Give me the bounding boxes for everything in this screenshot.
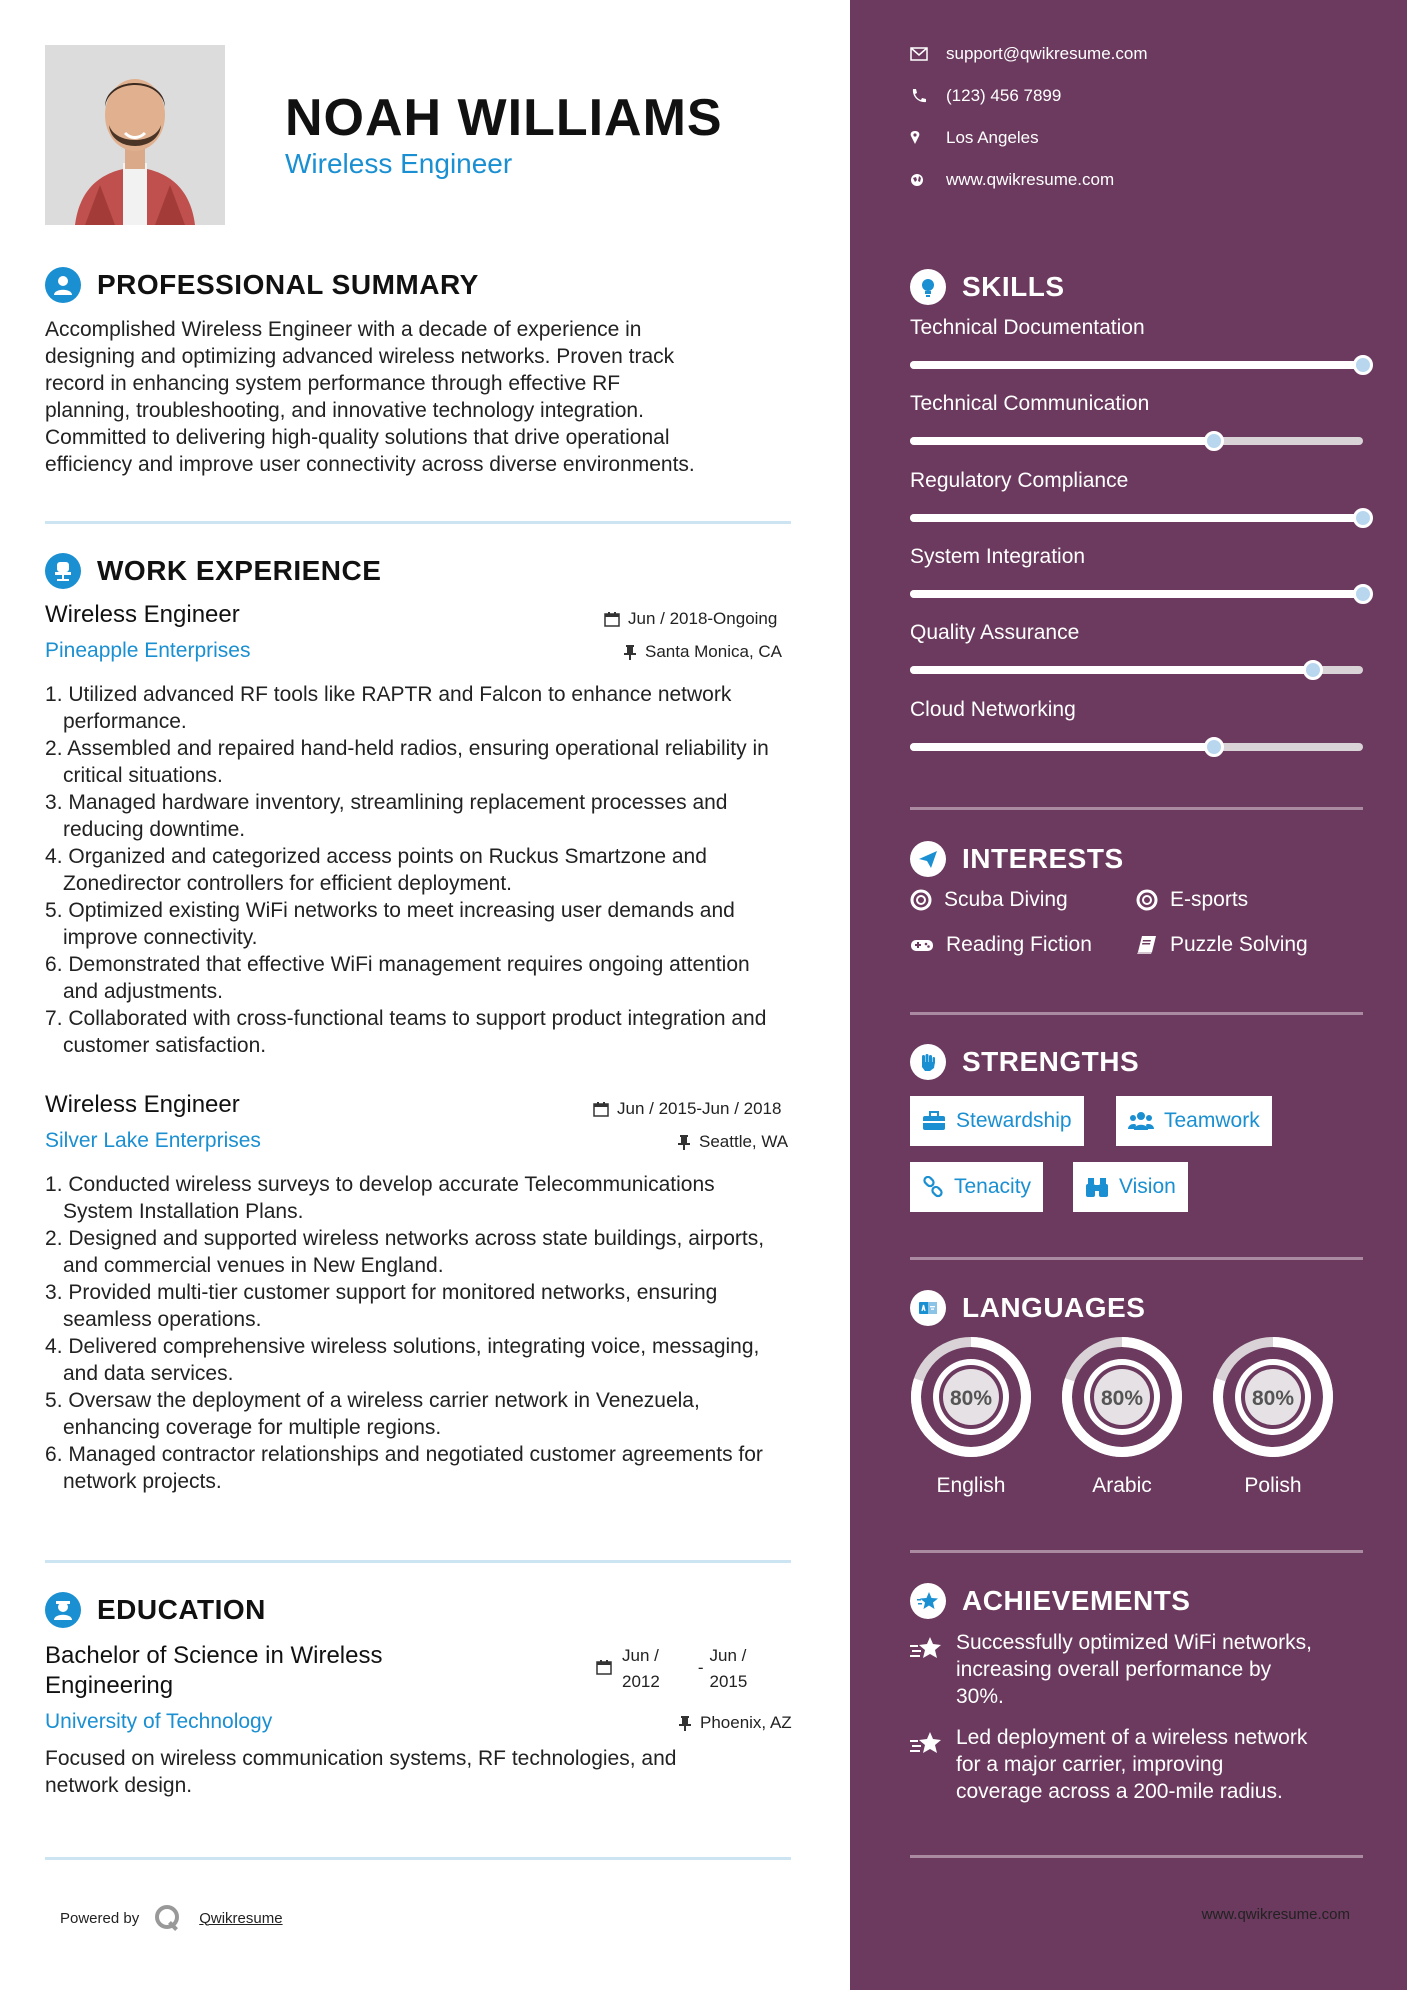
candidate-title: Wireless Engineer [285, 148, 513, 179]
languages-heading: LANGUAGES [910, 1290, 1145, 1326]
divider [910, 807, 1363, 810]
summary-text: Accomplished Wireless Engineer with a decade of experience in designing and optimizing advanced wireless networks. Proven track record in enhancing system performance through effective RF planning, troubleshooting, and innovative technology integration. Committed to delivering high-quality solutions that drive operational efficiency and improve user connectivity across diverse environments. [45, 318, 695, 476]
skill-bar-fill [910, 590, 1363, 598]
paper-plane-icon [910, 841, 946, 877]
list-item: Provided multi-tier customer support for monitored networks, ensuring seamless operations. [63, 1281, 718, 1331]
summary-heading: PROFESSIONAL SUMMARY [45, 267, 479, 303]
job-company: Pineapple Enterprises [45, 639, 251, 662]
gamepad-icon [910, 937, 934, 953]
language-gauge [1212, 1336, 1334, 1458]
strength-tag: Stewardship [910, 1096, 1084, 1146]
strength-tag: Tenacity [910, 1162, 1043, 1212]
skill-name: System Integration [910, 545, 1086, 568]
skill-bar-fill [910, 437, 1214, 445]
education-description: Focused on wireless communication systems, RF technologies, and network design. [45, 1747, 677, 1797]
envelope-icon [910, 47, 928, 61]
skill-bar-handle [1353, 584, 1373, 604]
powered-by: Powered by Qwikresume [60, 1903, 283, 1933]
language-item [1212, 1336, 1334, 1498]
divider [45, 1857, 791, 1860]
skill-name: Technical Communication [910, 392, 1150, 415]
school-name: University of Technology [45, 1710, 273, 1733]
skill-name: Technical Documentation [910, 316, 1145, 339]
job-date: Jun / 2015-Jun / 2018 [593, 1099, 781, 1119]
skill-bar [910, 514, 1363, 522]
map-marker-icon [910, 130, 928, 146]
job-title: Wireless Engineer [45, 1091, 240, 1118]
divider [910, 1012, 1363, 1015]
skill-bar [910, 590, 1363, 598]
divider [45, 521, 791, 524]
skill-bar [910, 666, 1363, 674]
list-item: Assembled and repaired hand-held radios, ensuring operational reliability in critical situations. [63, 737, 769, 787]
briefcase-chair-icon [45, 553, 81, 589]
interest-item: E-sports [1136, 888, 1248, 912]
list-item: Organized and categorized access points on Ruckus Smartzone and Zonedirector controllers for efficient deployment. [63, 845, 707, 895]
life-ring-icon [910, 889, 932, 911]
calendar-icon [593, 1101, 609, 1117]
skill-bar-handle [1303, 660, 1323, 680]
divider [910, 1855, 1363, 1858]
skill-bar-handle [1353, 355, 1373, 375]
list-item: Delivered comprehensive wireless solutions, integrating voice, messaging, and data services. [63, 1335, 760, 1385]
skill-bar-fill [910, 514, 1363, 522]
job-company: Silver Lake Enterprises [45, 1129, 261, 1152]
profile-photo [45, 45, 225, 225]
contact-email: support@qwikresume.com [910, 44, 1148, 64]
skill-bar [910, 743, 1363, 751]
interest-item: Reading Fiction [910, 933, 1092, 957]
language-gauge [1061, 1336, 1183, 1458]
experience-heading: WORK EXPERIENCE [45, 553, 381, 589]
interest-item: Scuba Diving [910, 888, 1068, 912]
skill-bar-fill [910, 743, 1214, 751]
pin-icon [623, 644, 637, 660]
lightbulb-icon [910, 269, 946, 305]
shooting-star-icon [910, 1730, 944, 1756]
skill-bar-fill [910, 361, 1363, 369]
footer-url[interactable]: www.qwikresume.com [1201, 1906, 1350, 1923]
calendar-icon [604, 611, 620, 627]
calendar-icon [596, 1659, 612, 1675]
contact-phone: (123) 456 7899 [910, 86, 1061, 106]
phone-icon [910, 88, 928, 104]
job-title: Wireless Engineer [45, 601, 240, 628]
shooting-star-icon [910, 1635, 944, 1661]
pin-icon [678, 1715, 692, 1731]
language-name: Polish [1244, 1474, 1302, 1497]
candidate-name: NOAH WILLIAMS [285, 89, 723, 147]
language-icon [910, 1290, 946, 1326]
interest-item: Puzzle Solving [1136, 933, 1308, 957]
globe-icon [910, 172, 928, 188]
language-gauge [910, 1336, 1032, 1458]
language-item [910, 1336, 1032, 1498]
list-item: Demonstrated that effective WiFi management requires ongoing attention and adjustments. [63, 953, 750, 1003]
divider [910, 1257, 1363, 1260]
language-name: English [936, 1474, 1006, 1497]
education-location: Phoenix, AZ [678, 1713, 792, 1733]
skill-name: Regulatory Compliance [910, 469, 1129, 492]
language-percent: 80% [949, 1387, 993, 1410]
list-item: Oversaw the deployment of a wireless carrier network in Venezuela, enhancing coverage for multiple regions. [63, 1389, 700, 1439]
graduate-icon [45, 1592, 81, 1628]
degree-title: Bachelor of Science in Wireless Engineering [45, 1642, 383, 1699]
life-ring-icon [1136, 889, 1158, 911]
list-item: Managed contractor relationships and negotiated customer agreements for network projects. [63, 1443, 763, 1493]
list-item: Managed hardware inventory, streamlining replacement processes and reducing downtime. [63, 791, 728, 841]
list-item: Designed and supported wireless networks across state buildings, airports, and commercial venues in New England. [63, 1227, 765, 1277]
job-responsibilities [45, 681, 790, 1059]
users-icon [1128, 1111, 1154, 1131]
fist-icon [910, 1044, 946, 1080]
language-item [1061, 1336, 1183, 1498]
qwikresume-logo-icon [153, 1903, 183, 1933]
skills-heading: SKILLS [910, 269, 1065, 305]
book-icon [1136, 935, 1158, 955]
language-name: Arabic [1092, 1474, 1152, 1497]
language-percent: 80% [1100, 1387, 1144, 1410]
skill-bar-fill [910, 666, 1313, 674]
skill-bar-handle [1353, 508, 1373, 528]
achievement-item: Successfully optimized WiFi networks, increasing overall performance by 30%. [910, 1629, 1370, 1710]
divider [910, 1550, 1363, 1553]
qwikresume-link[interactable]: Qwikresume [199, 1909, 283, 1927]
job-location: Santa Monica, CA [623, 642, 782, 662]
divider [45, 1560, 791, 1563]
sidebar [850, 0, 1407, 1990]
contact-website[interactable]: www.qwikresume.com [910, 170, 1114, 190]
skill-bar [910, 361, 1363, 369]
job-location: Seattle, WA [677, 1132, 788, 1152]
job-responsibilities [45, 1171, 790, 1495]
strength-tag: Vision [1073, 1162, 1188, 1212]
user-icon [45, 267, 81, 303]
list-item: Optimized existing WiFi networks to meet increasing user demands and improve connectivity. [63, 899, 735, 949]
language-percent: 80% [1251, 1387, 1295, 1410]
binoculars-icon [1085, 1176, 1109, 1198]
skill-bar [910, 437, 1363, 445]
pin-icon [677, 1134, 691, 1150]
skill-name: Quality Assurance [910, 621, 1080, 644]
skill-bar-handle [1204, 737, 1224, 757]
list-item: Collaborated with cross-functional teams to support product integration and customer satisfaction. [63, 1007, 767, 1057]
interests-heading: INTERESTS [910, 841, 1124, 877]
skill-bar-handle [1204, 431, 1224, 451]
strength-tag: Teamwork [1116, 1096, 1272, 1146]
briefcase-icon [922, 1111, 946, 1131]
job-date: Jun / 2018-Ongoing [604, 609, 777, 629]
education-date: Jun / 2012 - Jun / 2015 [596, 1643, 747, 1695]
list-item: Utilized advanced RF tools like RAPTR and Falcon to enhance network performance. [63, 683, 732, 733]
achievements-heading: ACHIEVEMENTS [910, 1583, 1190, 1619]
achievement-item: Led deployment of a wireless network for a major carrier, improving coverage across a 200-mile radius. [910, 1724, 1370, 1805]
star-icon [910, 1583, 946, 1619]
strengths-heading: STRENGTHS [910, 1044, 1139, 1080]
contact-location: Los Angeles [910, 128, 1039, 148]
education-heading: EDUCATION [45, 1592, 266, 1628]
link-icon [922, 1176, 944, 1198]
list-item: Conducted wireless surveys to develop accurate Telecommunications System Installation Plans. [63, 1173, 715, 1223]
skill-name: Cloud Networking [910, 698, 1076, 721]
